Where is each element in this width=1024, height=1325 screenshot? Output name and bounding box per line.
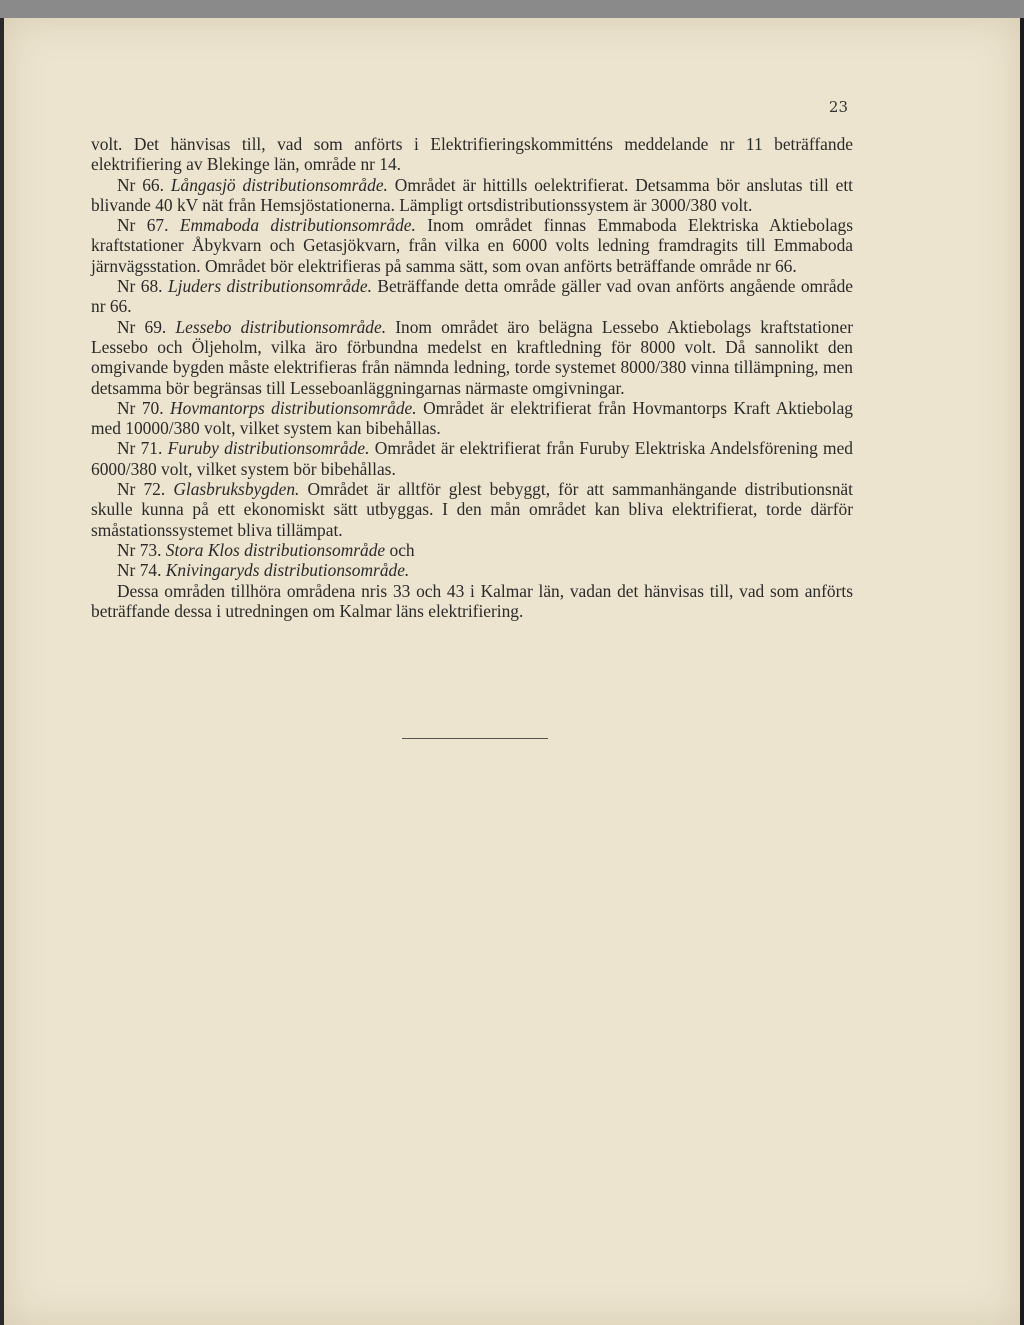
section-heading: Lessebo distributionsområde.: [175, 316, 387, 337]
section-heading: Knivingaryds distributionsområde.: [165, 560, 410, 581]
section-heading: Långasjö distributionsområde.: [170, 174, 388, 195]
paragraph-text: Inom området finnas Emmaboda Elektriska Aktiebolags kraftstationer Åbykvarn och Getasjökvarn, från vilka en 6000 volts ledning framdragits till Emmaboda järnvägsstation. Området bör elektrifieras på samma sätt, som ovan anförts beträffande område nr 66.: [91, 215, 853, 276]
body-text: [91, 134, 853, 621]
paragraph-text: Nr 68.: [117, 276, 168, 297]
paragraph: [91, 134, 853, 175]
paragraph-text: Nr 71.: [117, 438, 168, 459]
scan-edge-right: [1020, 18, 1024, 1325]
section-heading: Furuby distributionsområde.: [167, 438, 370, 459]
paragraph-text: Inom området äro belägna Lessebo Aktiebolags kraftstationer Lessebo och Öljeholm, vilka äro förbundna medelst en kraftledning för 8000 volt. Då sannolikt den omgivande bygden måste elektrifieras från nämnda ledning, torde systemet 8000/380 vinna tillämpning, men detsamma bör begränsas till Lesseboanläggningarnas närmaste omgivningar.: [91, 316, 853, 398]
paragraph: [91, 215, 853, 276]
paragraph: [91, 317, 853, 398]
section-heading: Glasbruksbygden.: [173, 479, 300, 500]
paragraph-text: Nr 70.: [117, 397, 171, 418]
paragraph-text: Nr 69.: [117, 316, 176, 337]
paragraph-text: Nr 73.: [117, 539, 166, 560]
paragraph-text: Området är elektrifierat från Hovmantorps Kraft Aktiebolag med 10000/380 volt, vilket system kan bibehållas.: [91, 397, 854, 439]
paragraph-text: och: [385, 539, 415, 560]
paragraph-text: Dessa områden tillhöra områdena nris 33 och 43 i Kalmar län, vadan det hänvisas till, vad som anförts beträffande dessa i utredningen om Kalmar läns elektrifiering.: [91, 580, 853, 621]
paragraph-text: volt. Det hänvisas till, vad som anförts i Elektrifieringskommitténs meddelande nr 11 beträffande elektrifiering av Blekinge län, område nr 14.: [91, 134, 853, 175]
paragraph-text: Området är hittills oelektrifierat. Detsamma bör anslutas till ett blivande 40 kV nät från Hemsjöstationerna. Lämpligt ortsdistributionssystem är 3000/380 volt.: [91, 174, 853, 215]
paragraph-text: Beträffande detta område gäller vad ovan anförts angående område nr 66.: [91, 276, 853, 317]
paragraph-text: Nr 67.: [117, 215, 180, 236]
paragraph: [91, 276, 853, 317]
paragraph-text: Nr 66.: [117, 174, 171, 195]
section-heading: Ljuders distributionsområde.: [167, 276, 372, 297]
paragraph-text: Området är elektrifierat från Furuby Elektriska Andelsförening med 6000/380 volt, vilket system bör bibehållas.: [91, 438, 853, 479]
paragraph: [91, 175, 853, 216]
paragraph: [91, 479, 853, 540]
paragraph: [91, 398, 853, 439]
paragraph: [91, 540, 853, 560]
paragraph: [91, 581, 853, 622]
section-heading: Stora Klos distributionsområde: [165, 539, 386, 560]
paragraph-text: Området är alltför glest bebyggt, för att sammanhängande distributionsnät skulle kunna på ett ekonomiskt sätt utbyggas. I den mån området kan bliva elektrifierat, torde därför småstationssystemet bliva tillämpat.: [91, 479, 853, 540]
paragraph: [91, 560, 853, 580]
paragraph-text: Nr 72.: [117, 479, 174, 500]
paragraph-text: Nr 74.: [117, 560, 166, 581]
section-heading: Hovmantorps distributionsområde.: [170, 397, 417, 418]
section-heading: Emmaboda distributionsområde.: [179, 215, 416, 236]
end-rule: [402, 738, 548, 739]
scan-edge-left: [0, 18, 4, 1325]
page-number: 23: [828, 98, 848, 116]
paragraph: [91, 438, 853, 479]
